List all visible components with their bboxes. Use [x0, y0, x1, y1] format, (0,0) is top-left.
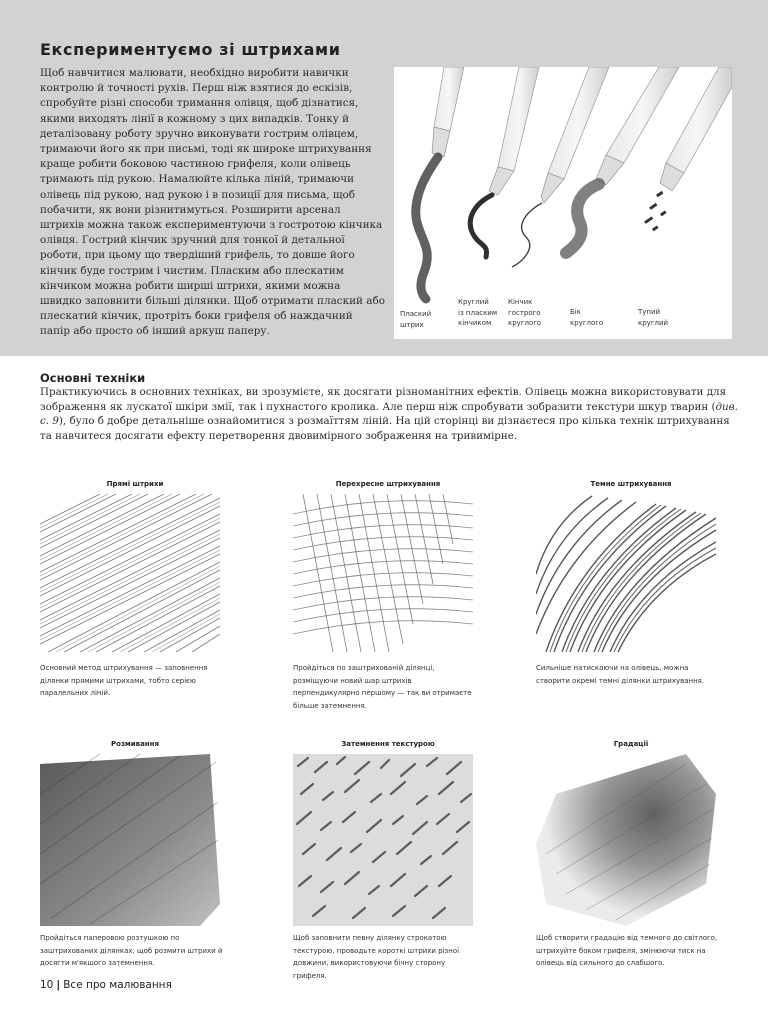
caption-round-flat: Круглий із пласким кінчиком: [458, 298, 498, 327]
technique-title: Затемнення текстурою: [341, 740, 435, 748]
technique-crosshatching: [293, 480, 483, 712]
page-footer: [40, 979, 172, 991]
swatch-texture-shading: [293, 754, 473, 926]
caption-sharp: Кінчик гострого круглого: [508, 298, 542, 327]
basics-title: Основні техніки: [40, 371, 146, 385]
technique-caption: Пройдіться по заштрихованій ділянці, розміщуючи новий шар штрихів перпендикулярно першому — так ви отримаєте більше затемнення.: [293, 664, 472, 710]
swatch-gradations: [536, 754, 716, 926]
caption-flat: Плаский штрих: [400, 310, 432, 329]
technique-texture-shading: [293, 740, 483, 982]
book-title: Все про малювання: [63, 979, 172, 991]
technique-title: Розмивання: [111, 740, 159, 748]
technique-dark-hatching: [536, 480, 726, 687]
technique-caption: Щоб створити градацію від темного до світлого, штрихуйте боком грифеля, змінюючи тиск на олівець від сильного до слабшого.: [536, 934, 718, 967]
technique-caption: Щоб заповнити певну ділянку строкатою текстурою, проводьте короткі штрихи різної довжини, використовуючи бічну сторону грифеля.: [293, 934, 460, 980]
footer-separator: |: [56, 979, 61, 991]
technique-caption: Пройдіться паперовою розтушкою по заштрихованих ділянках, щоб розмити штрихи й досягти м'якшого затемнення.: [40, 934, 223, 967]
caption-side: Бік круглого: [570, 308, 604, 327]
technique-title: Градації: [613, 740, 649, 748]
technique-caption: Сильніше натискаючи на олівець, можна створити окремі темні ділянки штрихування.: [536, 664, 705, 685]
caption-blunt: Тупий круглий: [638, 308, 669, 327]
swatch-blending: [40, 754, 220, 926]
pencil-round-flat: [470, 67, 539, 257]
technique-title: Темне штрихування: [590, 480, 672, 488]
swatch-dark-hatching: [536, 494, 716, 652]
technique-straight-strokes: [40, 480, 230, 700]
page-reference: див. с. 9: [40, 400, 738, 427]
intro-text: Щоб навчитися малювати, необхідно виробити навички контролю й точності рухів. Перш ніж взятися до ескізів, спробуйте різні способи тримання олівця, щоб дізнатися, якими виходять лінії в кожному з цих випадків. Тонку й деталізовану роботу зручно виконувати гострим олівцем, тримаючи його як при письмі, тоді як широке штрихування краще робити боковою частиною грифеля, коли олівець тримають під рукою. Намалюйте кілька ліній, тримаючи олівець під рукою, над рукою і в позиції для письма, щоб побачити, як вони різнитимуться. Розширити арсенал штрихів можна також експериментуючи з гостротою кінчика олівця. Гострий кінчик зручний для тонкої й детальної роботи, при цьому що твердіший грифель, то довше його кінчик буде гострим і чистим. Пласким або плескатим кінчиком можна робити ширші штрихи, якими можна швидко заповнити більші ділянки. Щоб отримати плаский або плескатий кінчик, протріть боки грифеля об наждачний папір або просто об інший аркуш паперу.: [40, 67, 385, 338]
technique-blending: [40, 740, 230, 970]
pencil-flat: [416, 67, 464, 299]
technique-caption: Основний метод штрихування — заповнення ділянки прямими штрихами, тобто серією паралельних ліній.: [40, 664, 208, 697]
swatch-crosshatching: [293, 494, 473, 652]
basics-text: Практикуючись в основних техніках, ви зрозумієте, як досягати різноманітних ефектів. Олівець можна використовувати для зображення як лускатої шкіри змії, так і пухнастого кролика. Але перш ніж спробувати зобразити текстури шкур тварин (див. с. 9), було б добре детальніше ознайомитися з розмаїттям ліній. На цій сторінці ви дізнаєтеся про кілька технік штрихування та навчитеся досягати ефекту перетворення двовимірного зображення на тривимірне.: [40, 386, 738, 442]
pencil-tips-illustration: [394, 67, 732, 339]
technique-title: Прямі штрихи: [106, 480, 164, 488]
technique-title: Перехресне штрихування: [335, 480, 441, 488]
swatch-straight-strokes: [40, 494, 220, 652]
intro-title: Експериментуємо зі штрихами: [40, 40, 341, 59]
technique-gradations: [536, 740, 726, 970]
page-number: 10: [40, 979, 54, 991]
pencil-tips-figure: [394, 67, 732, 339]
